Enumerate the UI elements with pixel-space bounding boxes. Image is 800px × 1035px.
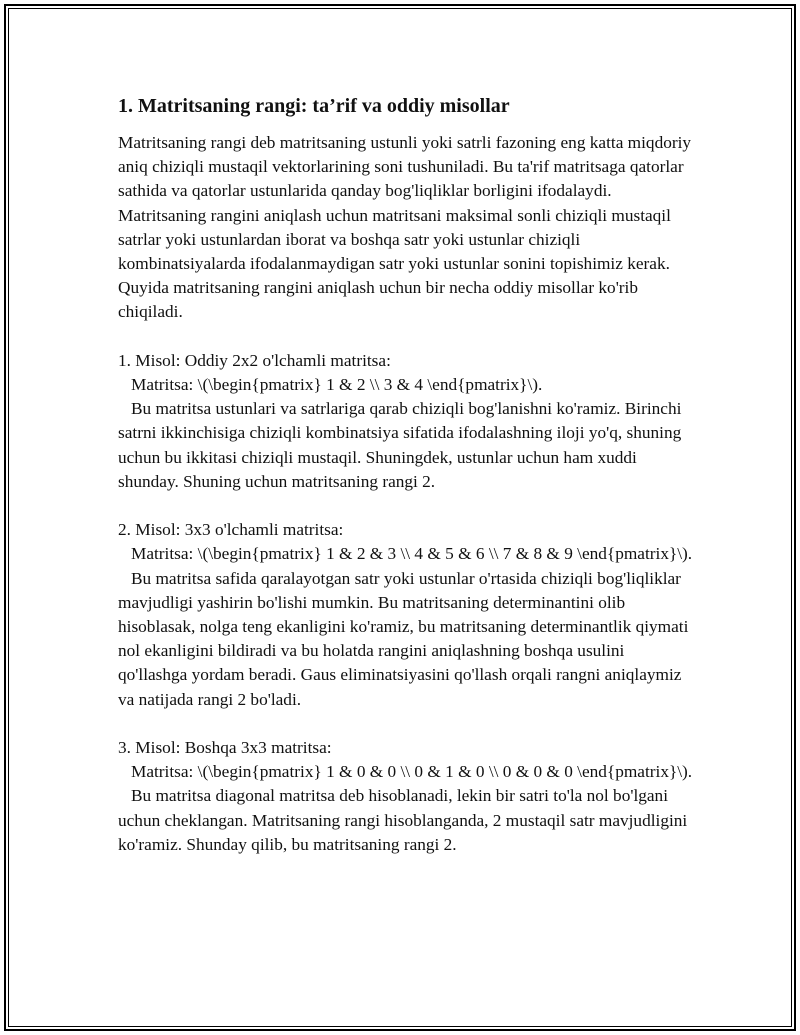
document-body bbox=[118, 93, 698, 857]
example-3 bbox=[118, 736, 698, 857]
example-title: 2. Misol: 3x3 o'lchamli matritsa: bbox=[118, 520, 344, 540]
example-matrix: Matritsa: \(\begin{pmatrix} 1 & 2 \\ 3 & 4 \end{pmatrix}\). bbox=[118, 375, 543, 395]
example-1 bbox=[118, 349, 698, 494]
example-matrix: Matritsa: \(\begin{pmatrix} 1 & 0 & 0 \\ 0 & 1 & 0 \\ 0 & 0 & 0 \end{pmatrix}\). bbox=[118, 762, 693, 782]
spacer bbox=[118, 494, 698, 518]
example-explanation: Bu matritsa diagonal matritsa deb hisoblanadi, lekin bir satri to'la nol bo'lgani uchun cheklangan. Matritsaning rangi hisoblanganda, 2 mustaqil satr mavjudligini ko'ramiz. Shunday qilib, bu matritsaning rangi 2. bbox=[118, 786, 692, 854]
spacer bbox=[118, 325, 698, 349]
section-heading: 1. Matritsaning rangi: ta’rif va oddiy misollar bbox=[118, 95, 510, 117]
example-explanation: Bu matritsa safida qaralayotgan satr yoki ustunlar o'rtasida chiziqli bog'liqliklar mavjudligi yashirin bo'lishi mumkin. Bu matritsaning determinantini olib hisoblasak, nolga teng ekanligini ko'ramiz, bu matritsaning determinantlik qiymati nol ekanligini bildiradi va bu holatda rangini aniqlashning boshqa usulini qo'llashga yordam beradi. Gaus eliminatsiyasini qo'llash orqali rangni aniqlaymiz va natijada rangi 2 bo'ladi. bbox=[118, 568, 693, 709]
example-title: 3. Misol: Boshqa 3x3 matritsa: bbox=[118, 738, 332, 758]
example-matrix: Matritsa: \(\begin{pmatrix} 1 & 2 & 3 \\ 4 & 5 & 6 \\ 7 & 8 & 9 \end{pmatrix}\). bbox=[118, 544, 693, 564]
intro-paragraph: Matritsaning rangi deb matritsaning ustunli yoki satrli fazoning eng katta miqdoriy aniq chiziqli mustaqil vektorlarining soni tushuniladi. Bu ta'rif matritsaga qatorlar sathida va qatorlar ustunlarida qanday bog'liqliklar borligini ifodalaydi. Matritsaning rangini aniqlash uchun matritsani maksimal sonli chiziqli mustaqil satrlar yoki ustunlardan iborat va boshqa satr yoki ustunlar chiziqli kombinatsiyalarda ifodalanmaydigan satr yoki ustunlar sonini topishimiz kerak. Quyida matritsaning rangini aniqlash uchun bir necha oddiy misollar ko'rib chiqiladi. bbox=[118, 133, 696, 322]
example-2 bbox=[118, 518, 698, 712]
example-explanation: Bu matritsa ustunlari va satrlariga qarab chiziqli bog'lanishni ko'ramiz. Birinchi satrni ikkinchisiga chiziqli kombinatsiya sifatida ifodalashning iloji yo'q, shuning uchun bu ikkitasi chiziqli mustaqil. Shuningdek, ustunlar uchun ham xuddi shunday. Shuning uchun matritsaning rangi 2. bbox=[118, 399, 686, 491]
example-title: 1. Misol: Oddiy 2x2 o'lchamli matritsa: bbox=[118, 350, 391, 370]
spacer bbox=[118, 712, 698, 736]
